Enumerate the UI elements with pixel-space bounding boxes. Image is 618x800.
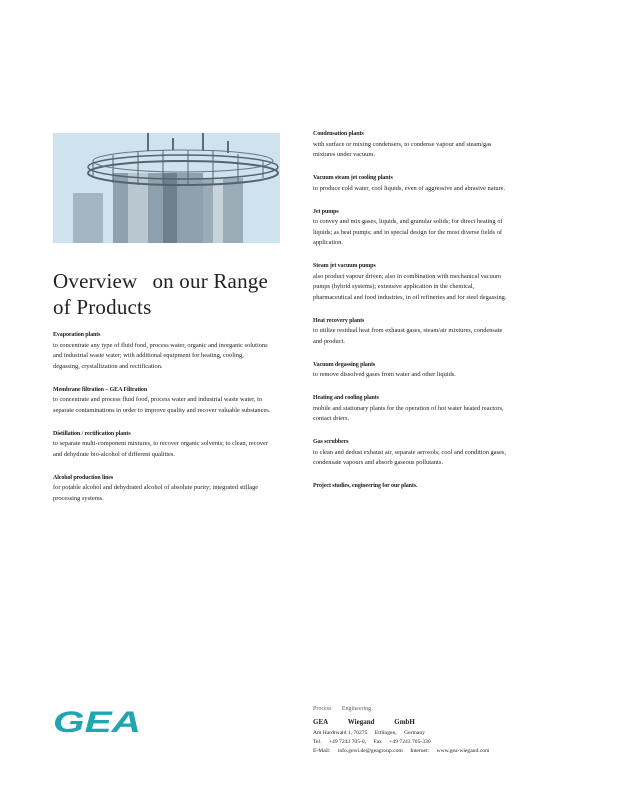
svg-text:GEA: GEA [53, 706, 141, 736]
item-title: Evaporation plants [53, 332, 101, 338]
item-title: Vacuum steam jet cooling plants [313, 175, 393, 181]
item-text: to separate multi-component mixtures, to recover organic solvents; to clean, recover and dehydrate bio-alcohol of different qualities. [53, 440, 268, 458]
company-wiegand: Wiegand [347, 718, 375, 726]
item-text: to remove dissolved gases from water and other liquids. [313, 371, 456, 378]
company-name [313, 718, 513, 727]
header-photo [53, 133, 280, 243]
contact-line [313, 747, 513, 756]
gea-logo [53, 706, 143, 736]
division-process: Process [313, 706, 332, 712]
list-item [313, 481, 513, 492]
list-item [313, 360, 513, 381]
country: Germany [404, 730, 425, 736]
division-engineering: Engineering [341, 706, 372, 712]
fax-label: Fax [373, 739, 382, 745]
right-column [313, 129, 513, 504]
item-text: to concentrate and process fluid food, process water and industrial waste water, to separate contaminations in order to improve quality and recover valuable substances. [53, 396, 271, 414]
list-item [53, 385, 271, 417]
list-item [313, 393, 513, 425]
item-text: to clean and dedust exhaust air, separate aerosols; cool and condition gases, condensate vapours and absorb gaseous pollutants. [313, 448, 506, 466]
item-title: Gas scrubbers [313, 439, 349, 445]
item-title: Jet pumps [313, 208, 339, 215]
left-column [53, 330, 271, 517]
item-title: Alcohol production lines [53, 474, 114, 481]
street: Am Hardtwald 1, 76275 [313, 730, 368, 736]
item-text: for potable alcohol and dehydrated alcohol of absolute purity; integrated stillage processing systems. [53, 484, 259, 502]
item-title: Distillation / rectification plants [53, 430, 131, 437]
item-title: Project studies, engineering for our plants. [313, 483, 418, 489]
list-item [313, 316, 513, 348]
list-item [53, 473, 271, 505]
fax-number: +49 7243 705-330 [389, 739, 431, 745]
item-title: Heat recovery plants [313, 317, 365, 324]
company-gea: GEA [313, 718, 329, 726]
item-title: Membrane filtration – GEA Filtration [53, 386, 148, 393]
company-gmbh: GmbH [394, 718, 415, 726]
tel-label: Tel. [313, 739, 322, 745]
list-item [53, 429, 271, 461]
tel-number: +49 7243 705-0, [328, 739, 367, 745]
item-text: with surface or mixing condensers, to condense vapour and steam/gas mixtures under vacuum. [313, 140, 492, 158]
item-text: to utilize residual heat from exhaust gases, steam/air mixtures, condensate and product. [313, 327, 503, 345]
item-text: to concentrate any type of fluid food, process water, organic and inorganic solutions and industrial waste water; with additional equipment for heating, cooling, degassing, crystallization and rectification. [53, 341, 268, 370]
title-range: on our Range [152, 269, 268, 293]
internet-label: Internet: [410, 748, 430, 754]
title-overview: Overview [53, 269, 138, 293]
phone-line [313, 738, 513, 747]
item-text: also product vapour driven; also in combination with mechanical vacuum pumps (hybrid systems); extensive application in the chemical, pharmaceutical and food industries, in oil refineries and for steel degassing. [313, 272, 507, 301]
address-line [313, 729, 513, 738]
list-item [313, 437, 513, 469]
company-address [313, 705, 513, 756]
page-title [53, 268, 268, 320]
title-products: of Products [53, 295, 152, 319]
item-text: to convey and mix gases, liquids, and granular solids; for direct heating of liquids; as heat pumps; and in special design for the most diverse fields of application. [313, 218, 503, 246]
item-text: mobile and stationary plants for the operation of hot water heated reactors, contact driers. [313, 404, 504, 422]
city: Ettlingen, [374, 730, 397, 736]
list-item [313, 207, 513, 249]
evaporation-plant-image [53, 133, 280, 243]
email-link[interactable]: info.gewi.de@geagroup.com [337, 748, 403, 754]
division-tag [313, 705, 513, 714]
item-title: Condensation plants [313, 131, 364, 137]
website-link[interactable]: www.gea-wiegand.com [436, 748, 490, 754]
item-title: Steam jet vacuum pumps [313, 263, 376, 269]
list-item [313, 173, 513, 194]
item-title: Heating and cooling plants [313, 395, 379, 401]
list-item [53, 330, 271, 372]
gea-logo-mark [53, 706, 143, 736]
list-item [313, 129, 513, 161]
item-title: Vacuum degassing plants [313, 361, 376, 368]
item-text: to produce cold water, cool liquids, even of aggressive and abrasive nature. [313, 184, 506, 192]
email-label: E-Mail: [313, 748, 331, 754]
list-item [313, 261, 513, 303]
